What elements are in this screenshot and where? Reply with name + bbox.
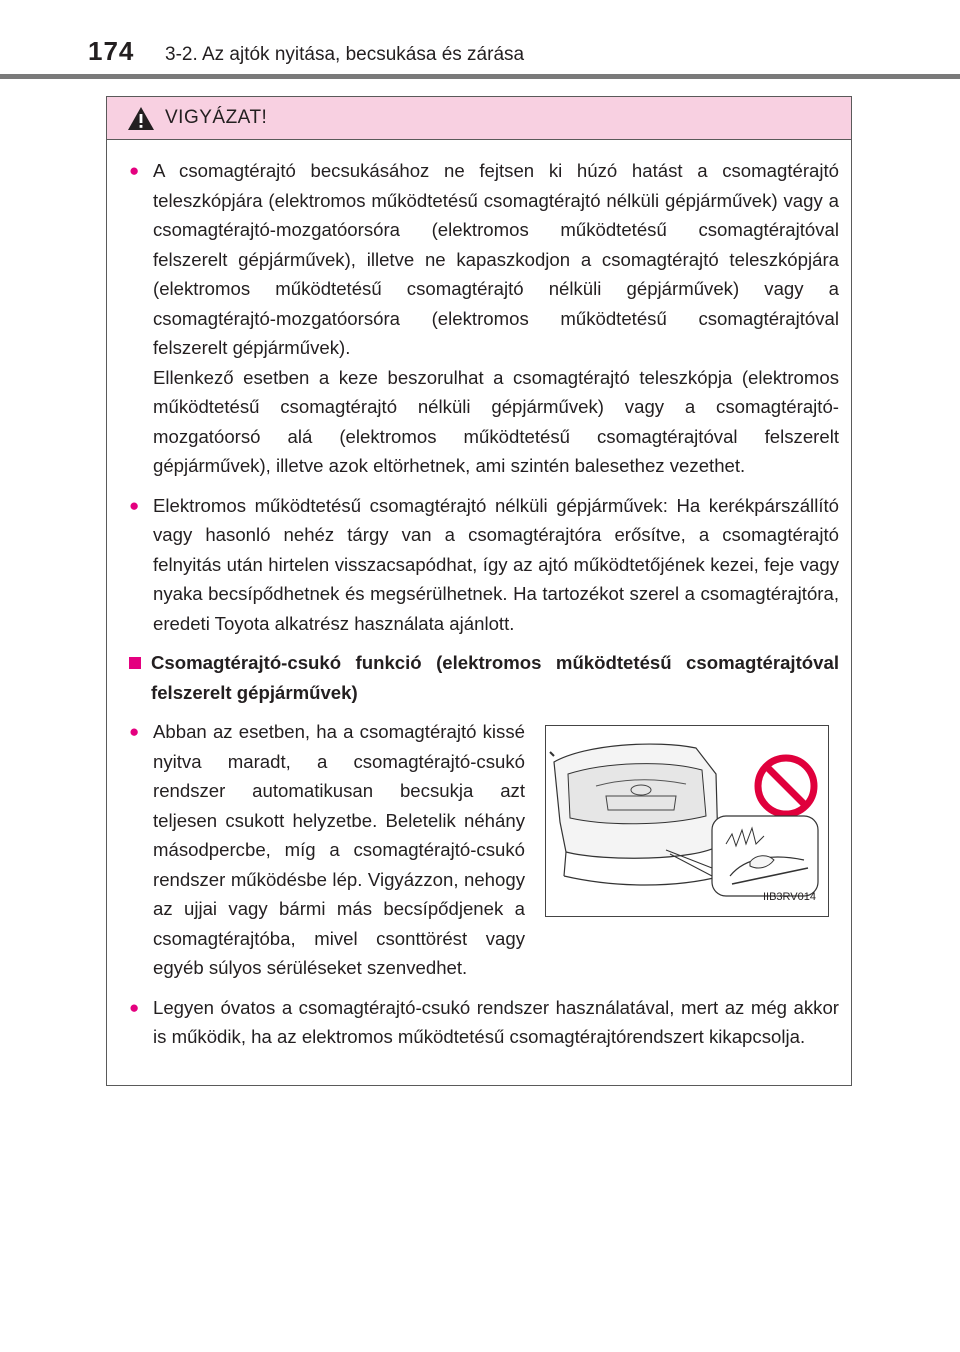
bullet-dot-icon: ● — [129, 722, 140, 741]
figure-code: IIB3RV014 — [762, 890, 816, 903]
list-item — [129, 491, 839, 639]
warning-box — [106, 96, 852, 1086]
subheading — [129, 648, 839, 707]
page-number: 174 — [88, 36, 135, 66]
page-header — [0, 0, 960, 82]
text-with-figure — [129, 717, 839, 993]
header-divider — [0, 74, 960, 79]
paragraph: Abban az esetben, ha a csomagtérajtó kissé nyitva maradt, a csomagtérajtó-csukó rendszer automatikusan becsukja azt teljesen csukott helyzetbe. Beletelik néhány másodpercbe, míg a csomagtérajtó-csukó rendszer működésbe lép. Vigyázzon, nehogy az ujjai vagy bármi más becsípődjenek a csomagtérajtóba, mivel csonttörést vagy egyéb súlyos sérüléseket szenvedhet. — [153, 721, 525, 978]
illustration — [545, 725, 829, 917]
warning-triangle-icon — [127, 106, 155, 131]
bullet-dot-icon: ● — [129, 997, 140, 1017]
bullet-dot-icon: ● — [129, 161, 140, 180]
bullet-dot-icon: ● — [129, 495, 140, 515]
warning-header — [107, 97, 851, 140]
square-bullet-icon — [129, 648, 151, 678]
list-item — [129, 717, 525, 983]
section-title: 3-2. Az ajtók nyitása, becsukása és zárása — [165, 44, 525, 65]
paragraph: Elektromos működtetésű csomagtérajtó nélküli gépjárművek: Ha kerékpárszállító vagy hasonló nehéz tárgy van a csomagtérajtóra erősítve, a csomagtérajtó felnyitás után hirtelen visszacsapódhat, így az ajtó működtetőjének kezei, feje vagy nyaka becsípődhetnek és megsérülhetnek. Ha tartozékot szerel a csomagtérajtóra, eredeti Toyota alkatrész használata ajánlott. — [153, 494, 839, 634]
paragraph: Legyen óvatos a csomagtérajtó-csukó rendszer használatával, mert az még akkor is működik, ha az elektromos működtetésű csomagtérajtórendszert kikapcsolja. — [153, 996, 839, 1047]
list-item — [129, 156, 839, 481]
list-item — [129, 993, 839, 1052]
paragraph: A csomagtérajtó becsukásához ne fejtsen ki húzó hatást a csomagtérajtó teleszkópjára (elektromos működtetésű csomagtérajtó nélküli gépjárművek) vagy a csomagtérajtó-mozgatóorsóra (elektromos működtetésű csomagtérajtóval felszerelt gépjárművek), illetve ne kapaszkodjon a csomagtérajtó teleszkópjára (elektromos működtetésű csomagtérajtó nélküli gépjárművek) vagy a csomagtérajtó-mozgatóorsóra (elektromos működtetésű csomagtérajtóval felszerelt gépjárművek). — [153, 160, 839, 358]
warning-content — [107, 140, 851, 1052]
subheading-text: Csomagtérajtó-csukó funkció (elektromos működtetésű csomagtérajtóval felszerelt gépjárművek) — [151, 652, 839, 703]
warning-title: VIGYÁZAT! — [165, 107, 268, 128]
paragraph: Ellenkező esetben a keze beszorulhat a csomagtérajtó teleszkópja (elektromos működtetésű csomagtérajtó nélküli gépjárművek) vagy a csomagtérajtó-mozgatóorsó alá (elektromos működtetésű csomagtérajtóval felszerelt gépjárművek), illetve azok eltörhetnek, ami szintén balesethez vezethet. — [153, 366, 839, 476]
